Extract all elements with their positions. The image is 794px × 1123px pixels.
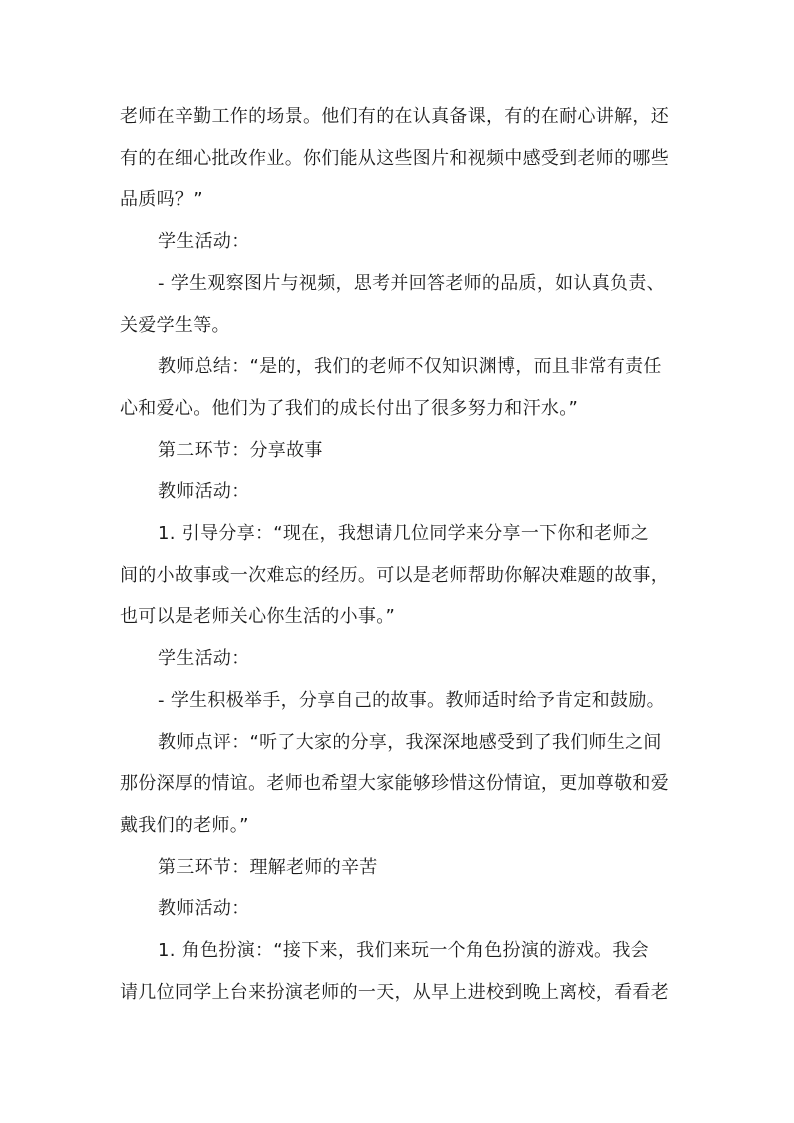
section-label: 教师活动：: [158, 481, 250, 503]
section-label: 教师活动：: [158, 898, 250, 920]
text-line: 戴我们的老师。”: [120, 814, 249, 836]
text-line: 间的小故事或一次难忘的经历。可以是老师帮助你解决难题的故事，: [120, 564, 669, 586]
text-line: 1. 角色扮演：“接下来，我们来玩一个角色扮演的游戏。我会: [158, 940, 649, 962]
text-line: 请几位同学上台来扮演老师的一天，从早上进校到晚上离校，看看老: [120, 981, 669, 1003]
text-line: - 学生积极举手，分享自己的故事。教师适时给予肯定和鼓励。: [158, 689, 665, 711]
text-line: - 学生观察图片与视频，思考并回答老师的品质，如认真负责、: [158, 272, 665, 294]
text-line: 有的在细心批改作业。你们能从这些图片和视频中感受到老师的哪些: [120, 147, 669, 169]
text-line: 那份深厚的情谊。老师也希望大家能够珍惜这份情谊，更加尊敬和爱: [120, 773, 669, 795]
text-line: 教师点评：“听了大家的分享，我深深地感受到了我们师生之间: [158, 731, 662, 753]
text-line: 教师总结：“是的，我们的老师不仅知识渊博，而且非常有责任: [158, 356, 662, 378]
text-line: 心和爱心。他们为了我们的成长付出了很多努力和汗水。”: [120, 397, 579, 419]
text-line: 也可以是老师关心你生活的小事。”: [120, 606, 396, 628]
text-line: 品质吗？”: [120, 189, 203, 211]
section-heading: 第三环节：理解老师的辛苦: [158, 856, 378, 878]
text-line: 关爱学生等。: [120, 314, 230, 336]
section-heading: 第二环节：分享故事: [158, 439, 323, 461]
text-line: 1. 引导分享：“现在，我想请几位同学来分享一下你和老师之: [158, 523, 649, 545]
document-body: [120, 96, 680, 1013]
section-label: 学生活动：: [158, 231, 250, 253]
section-label: 学生活动：: [158, 648, 250, 670]
text-line: 老师在辛勤工作的场景。他们有的在认真备课，有的在耐心讲解，还: [120, 106, 669, 127]
